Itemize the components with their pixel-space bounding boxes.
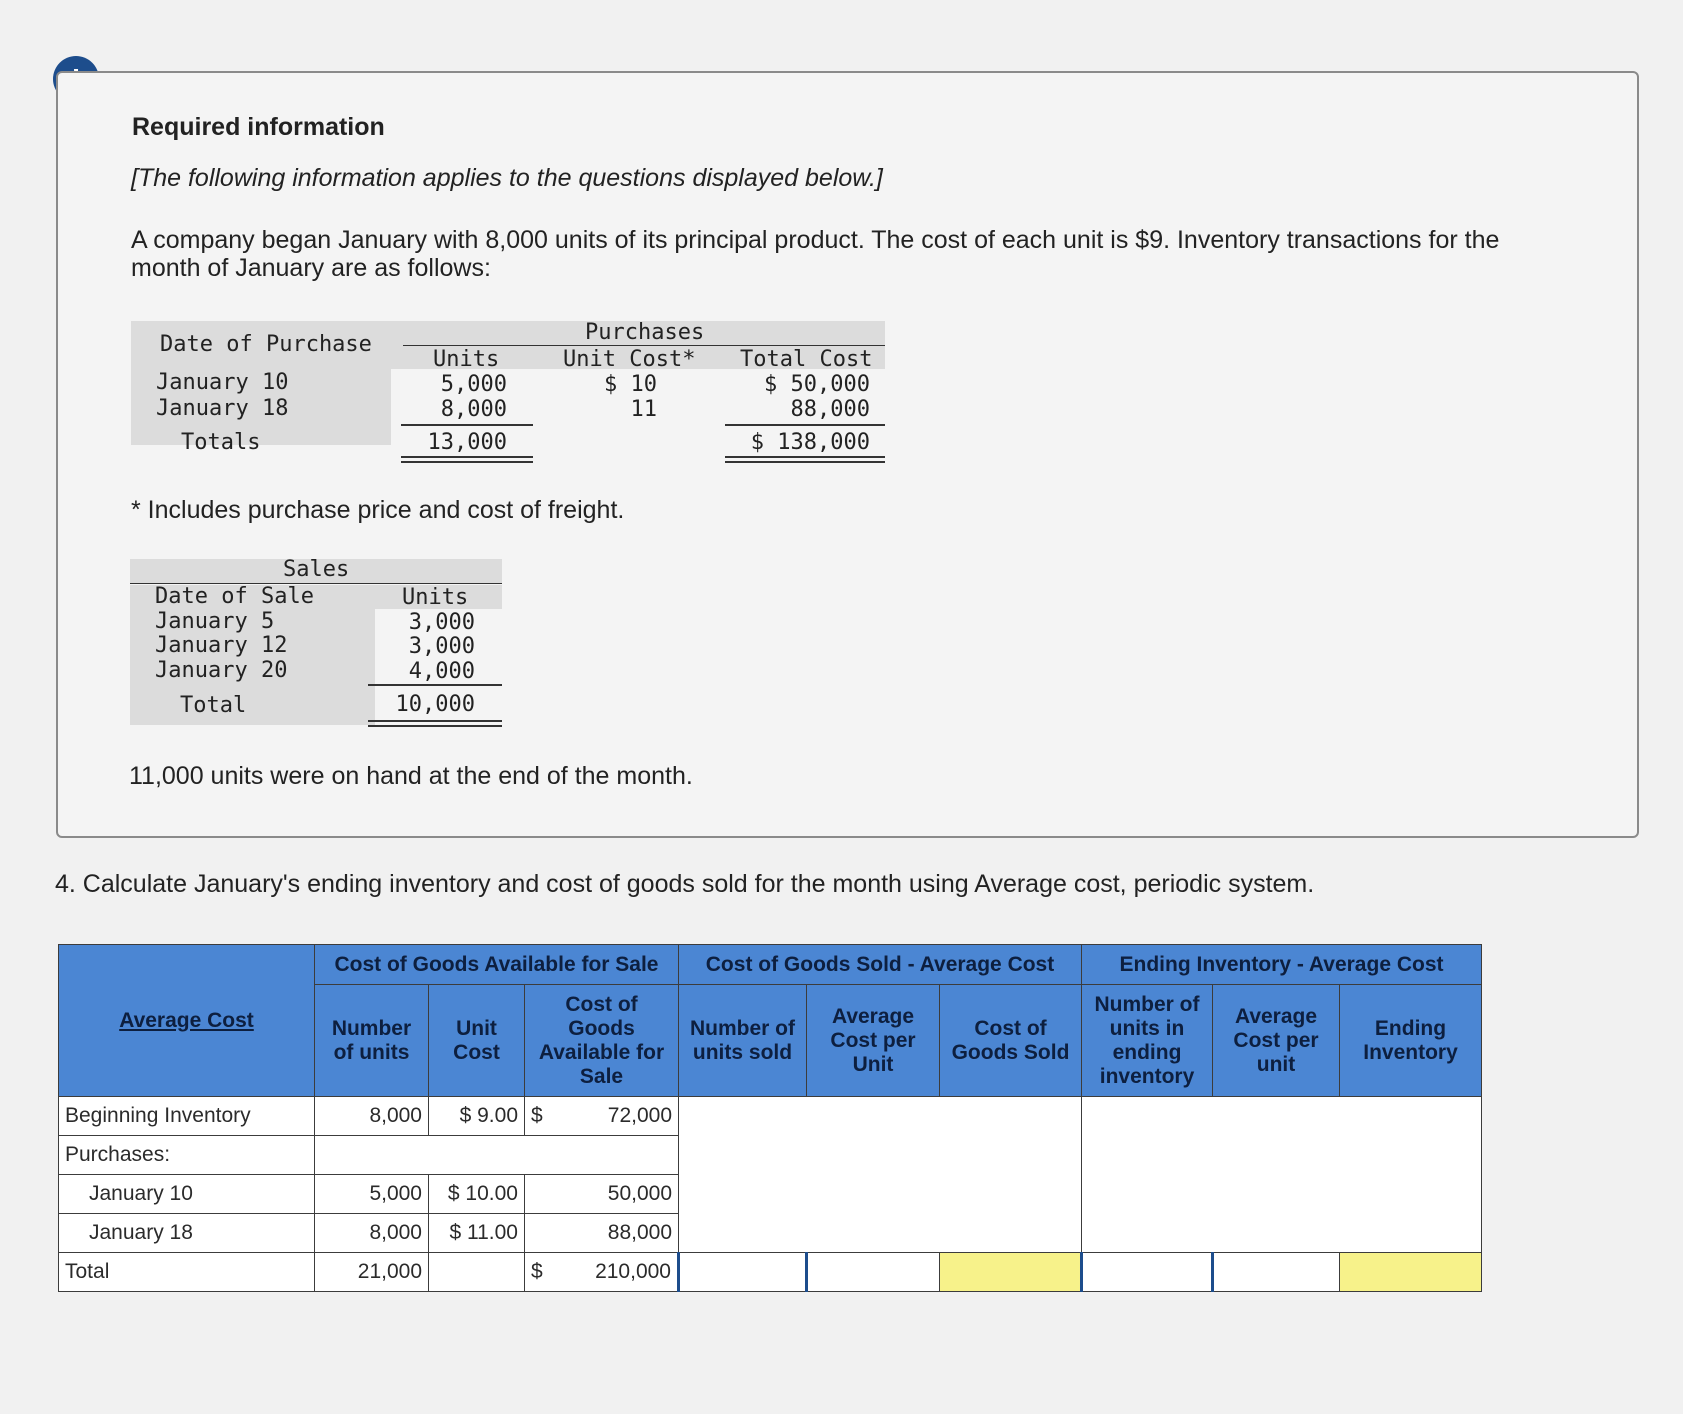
beginning-units: 8,000	[315, 1097, 429, 1136]
sales-row-date: January 20	[155, 658, 288, 683]
col-number-of-units: Number of units	[315, 985, 429, 1097]
sales-row-units: 3,000	[408, 610, 475, 635]
col-cost-goods-available: Cost of Goods Available for Sale	[525, 985, 679, 1097]
purchase-row-total-cost: 88,000	[790, 397, 870, 422]
col-units-sold: Number of units sold	[679, 985, 807, 1097]
row-label-jan18: January 18	[59, 1214, 315, 1253]
cogs-blank-area	[679, 1097, 1082, 1253]
group-cost-goods-available: Cost of Goods Available for Sale	[315, 945, 679, 985]
purchase-row-unit-cost: 11	[630, 397, 657, 422]
sales-group-header: Sales	[283, 557, 350, 582]
sales-row-date: January 5	[155, 609, 275, 634]
sales-row-units: 3,000	[408, 634, 475, 659]
purchase-row-units: 5,000	[440, 372, 507, 397]
required-title: Required information	[132, 113, 385, 141]
row-label-beginning: Beginning Inventory	[59, 1097, 315, 1136]
col-unit-cost: Unit Cost	[429, 985, 525, 1097]
table-row	[59, 1097, 1482, 1136]
beginning-total: $ 72,000	[525, 1097, 679, 1136]
units-on-hand-text: 11,000 units were on hand at the end of the month.	[129, 762, 693, 790]
sales-row-units: 4,000	[408, 659, 475, 684]
group-cost-goods-sold: Cost of Goods Sold - Average Cost	[679, 945, 1082, 985]
jan18-units: 8,000	[315, 1214, 429, 1253]
group-ending-inventory: Ending Inventory - Average Cost	[1082, 945, 1482, 985]
row-label-total: Total	[59, 1253, 315, 1292]
purchases-total-units: 13,000	[427, 430, 507, 455]
sales-total-label: Total	[180, 693, 247, 718]
average-cost-table	[58, 944, 1482, 1292]
purchases-totals-label: Totals	[181, 430, 261, 455]
col-average-cost-per-unit: Average Cost per Unit	[807, 985, 940, 1097]
sales-row-date: January 12	[155, 633, 288, 658]
jan10-units: 5,000	[315, 1175, 429, 1214]
purchases-col-total-cost: Total Cost	[740, 347, 873, 372]
purchase-row-total-cost: $ 50,000	[764, 372, 870, 397]
beginning-unit-cost: $ 9.00	[429, 1097, 525, 1136]
purchase-row-unit-cost: $ 10	[604, 372, 657, 397]
required-note: [The following information applies to the questions displayed below.]	[131, 164, 883, 192]
ending-inventory-output	[1340, 1253, 1482, 1292]
total-units: 21,000	[315, 1253, 429, 1292]
dollar-sign: $	[531, 1104, 543, 1127]
purchase-row-date: January 18	[156, 396, 289, 421]
intro-text: A company began January with 8,000 units of its principal product. The cost of each unit is $9. Inventory transactions for the month of January are as follows:	[131, 226, 1500, 282]
col-units-ending-inventory: Number of units in ending inventory	[1082, 985, 1213, 1097]
purchases-total-cost: $ 138,000	[750, 430, 870, 455]
question-text: 4. Calculate January's ending inventory and cost of goods sold for the month using Average cost, periodic system.	[55, 870, 1315, 898]
jan18-total: 88,000	[525, 1214, 679, 1253]
total-unit-cost-empty	[429, 1253, 525, 1292]
row-label-jan10: January 10	[59, 1175, 315, 1214]
total-cost-available: $ 210,000	[525, 1253, 679, 1292]
avg-cost-per-unit-input[interactable]	[807, 1253, 940, 1292]
col-cost-goods-sold: Cost of Goods Sold	[940, 985, 1082, 1097]
jan10-total: 50,000	[525, 1175, 679, 1214]
purchases-col-units: Units	[433, 347, 500, 372]
sales-total-units: 10,000	[395, 692, 475, 717]
col-average-cost-per-unit-ending: Average Cost per unit	[1213, 985, 1340, 1097]
average-cost-header[interactable]: Average Cost	[59, 945, 315, 1097]
purchases-col-unit-cost: Unit Cost*	[563, 347, 696, 372]
units-ending-input[interactable]	[1082, 1253, 1213, 1292]
table-row	[59, 1253, 1482, 1292]
units-sold-input[interactable]	[679, 1253, 807, 1292]
sales-col-date: Date of Sale	[155, 584, 314, 609]
cost-of-goods-sold-output	[940, 1253, 1082, 1292]
dollar-sign: $	[531, 1260, 543, 1283]
jan18-unit-cost: $ 11.00	[429, 1214, 525, 1253]
footnote: * Includes purchase price and cost of freight.	[131, 496, 625, 524]
purchases-group-header: Purchases	[585, 320, 705, 345]
avg-cost-per-unit-ending-input[interactable]	[1213, 1253, 1340, 1292]
jan10-unit-cost: $ 10.00	[429, 1175, 525, 1214]
col-ending-inventory: Ending Inventory	[1340, 985, 1482, 1097]
purchases-col-date: Date of Purchase	[160, 332, 372, 357]
purchases-empty-cell	[315, 1136, 679, 1175]
sales-col-units: Units	[402, 585, 469, 610]
ending-blank-area	[1082, 1097, 1482, 1253]
purchase-row-units: 8,000	[440, 397, 507, 422]
row-label-purchases: Purchases:	[59, 1136, 315, 1175]
purchase-row-date: January 10	[156, 370, 289, 395]
